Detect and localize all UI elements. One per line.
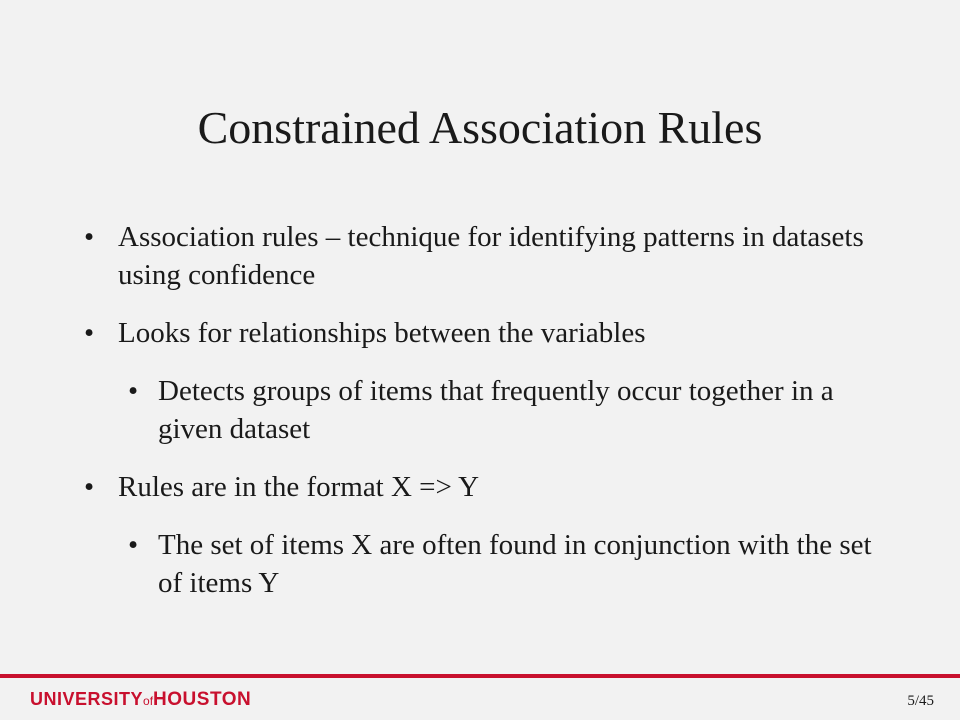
- bullet-item: [80, 468, 880, 506]
- page-number: 5/45: [907, 693, 934, 709]
- bullet-item: [80, 218, 880, 294]
- bullet-dot-icon: •: [128, 529, 139, 561]
- slide-title: Constrained Association Rules: [197, 102, 763, 153]
- logo-university-text: UNIVERSITY: [30, 689, 144, 709]
- bullet-item: [80, 314, 880, 352]
- bullet-dot-icon: •: [84, 221, 95, 253]
- bullet-text: Looks for relationships between the variables: [118, 317, 646, 349]
- sub-bullet-item: [80, 526, 880, 602]
- university-logo: [30, 688, 251, 712]
- bullet-dot-icon: •: [84, 317, 95, 349]
- bullet-text: Detects groups of items that frequently occur together in a given dataset: [158, 375, 834, 445]
- logo-of-text: of: [143, 694, 154, 708]
- bullet-text: Association rules – technique for identifying patterns in datasets using confidence: [118, 221, 864, 291]
- logo-houston-text: HOUSTON: [153, 689, 252, 710]
- bullet-text: The set of items X are often found in conjunction with the set of items Y: [158, 529, 872, 599]
- footer-divider: [0, 674, 960, 678]
- sub-bullet-item: [80, 372, 880, 448]
- bullet-list: [80, 218, 880, 622]
- bullet-dot-icon: •: [128, 375, 139, 407]
- bullet-text: Rules are in the format X => Y: [118, 471, 480, 503]
- bullet-dot-icon: •: [84, 471, 95, 503]
